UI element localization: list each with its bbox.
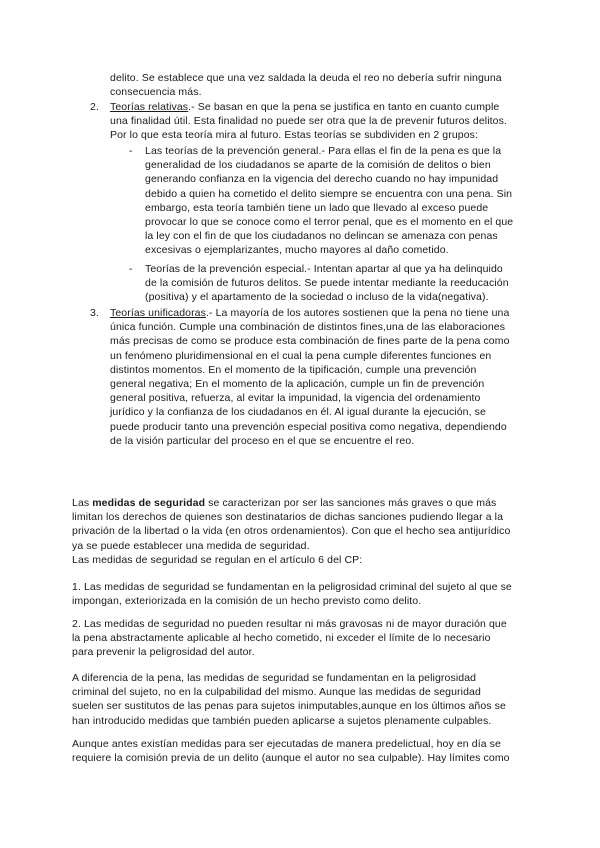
bold-term: medidas de seguridad bbox=[92, 497, 206, 509]
text-run: Las bbox=[72, 497, 93, 509]
list-item-unifying-theories bbox=[90, 306, 510, 448]
list-item-relative-theories bbox=[90, 100, 507, 143]
text-line: suelen ser sustitutos de las penas para sujetos inimputables,aunque en los últimos años se bbox=[72, 700, 506, 713]
paragraph-security-measures bbox=[72, 496, 510, 567]
text-line: 1. Las medidas de seguridad se fundamentan en la peligrosidad criminal del sujeto al que se bbox=[72, 581, 512, 593]
text-line: impongan, exteriorizada en la comisión de un hecho previsto como delito. bbox=[72, 595, 422, 608]
item-title: Teorías unificadoras bbox=[110, 307, 206, 319]
text-line: única función. Cumple una combinación de distintos fines,una de las elaboraciones bbox=[110, 321, 506, 334]
text-line bbox=[72, 496, 510, 510]
text-line: Aunque antes existían medidas para ser ejecutadas de manera predelictual, hoy en día se bbox=[72, 738, 501, 750]
text-line: Las medidas de seguridad se regulan en el artículo 6 del CP: bbox=[72, 553, 363, 566]
text-line: puede producir tanto una prevención especial positiva como negativa, dependiendo bbox=[110, 420, 507, 433]
sub-item-special-prevention bbox=[129, 262, 509, 305]
text-line: la ley con el fin de que los ciudadanos no delincan se amenaza con penas bbox=[145, 230, 498, 243]
text-line: 2. Las medidas de seguridad no pueden resultar ni más gravosas ni de mayor duración que bbox=[72, 618, 507, 630]
text-line: distintos momentos. En el momento de la tipificación, cumple una prevención bbox=[110, 363, 477, 376]
text-line: un fenómeno pluridimensional en el cual la pena cumple diferentes funciones en bbox=[110, 349, 492, 362]
paragraph-predelictual bbox=[72, 737, 510, 765]
text-line: (positiva) y el apartamento de la sociedad o incluso de la vida(negativa). bbox=[145, 291, 489, 304]
text-line: han introducido medidas que también pueden aplicarse a sujetos plenamente culpables. bbox=[72, 714, 492, 727]
text-line: general negativa; En el momento de la aplicación, cumple un fin de prevención bbox=[110, 377, 485, 390]
sub-item-general-prevention bbox=[129, 144, 514, 258]
text-run: se caracterizan por ser las sanciones más graves o que más bbox=[205, 497, 497, 509]
text-line: Teorías de la prevención especial.- Intentan apartar al que ya ha delinquido bbox=[145, 263, 503, 275]
list-number: 2. bbox=[90, 101, 99, 113]
text-line: requiere la comisión previa de un delito (aunque el autor no sea culpable). Hay límites como bbox=[72, 752, 510, 765]
text-line: Las teorías de la prevención general.- Para ellas el fin de la pena es que la bbox=[145, 145, 502, 157]
text-run: .- Se basan en que la pena se justifica en tanto en cuanto cumple bbox=[188, 101, 500, 113]
text-line bbox=[110, 306, 510, 320]
text-line: A diferencia de la pena, las medidas de seguridad se fundamentan en la peligrosidad bbox=[72, 672, 477, 684]
text-line: delito. Se establece que una vez saldada la deuda el reo no debería sufrir ninguna bbox=[110, 72, 502, 84]
text-line: excesivas o ejemplarizantes, mucho mayores al daño cometido. bbox=[145, 244, 449, 257]
list-number: 3. bbox=[90, 307, 99, 319]
text-line: limitan los derechos de quienes son destinatarios de dichas sanciones pudiendo llegar a la bbox=[72, 511, 504, 524]
text-line: privación de la libertad o la vida (en otros ordenamientos). Con que el hecho sea antijurídico bbox=[72, 525, 511, 538]
text-line: de la visión particular del proceso en el que se encuentre el reo. bbox=[110, 434, 415, 447]
text-line: más precisas de como se produce esta combinación de fines parte de la pena como bbox=[110, 335, 510, 348]
text-run: .- La mayoría de los autores sostienen que la pena no tiene una bbox=[205, 307, 510, 319]
text-line: generalidad de los ciudadanos se aparte de la comisión de delitos o bien bbox=[145, 159, 491, 172]
bullet-dash: - bbox=[129, 263, 133, 275]
text-line: para prevenir la peligrosidad del autor. bbox=[72, 646, 255, 659]
text-line: jurídico y la confianza de los ciudadanos en él. Al igual durante la ejecución, se bbox=[110, 406, 486, 419]
paragraph-difference bbox=[72, 671, 506, 728]
text-line: una finalidad útil. Esta finalidad no puede ser otra que la de prevenir futuros delitos. bbox=[110, 115, 507, 128]
intro-paragraph bbox=[110, 71, 502, 99]
text-line: la pena abstractamente aplicable al hecho cometido, ni exceder el límite de lo necesario bbox=[72, 632, 491, 645]
text-line: Por lo que esta teoría mira al futuro. Estas teorías se subdividen en 2 grupos: bbox=[110, 129, 479, 142]
text-line: ya se puede establecer una medida de seguridad. bbox=[72, 539, 310, 552]
text-line: criminal del sujeto, no en la culpabilidad del mismo. Aunque las medidas de seguridad bbox=[72, 686, 481, 699]
paragraph-cp-1 bbox=[72, 580, 512, 608]
text-line bbox=[110, 100, 507, 114]
text-line: debido a quien ha cometido el delito siempre se encuentra con una pena. Sin bbox=[145, 187, 513, 200]
text-line: generando confianza en la vigencia del derecho cuando no hay impunidad bbox=[145, 173, 499, 186]
text-line: embargo, esta teoría también tiene un lado que llevado al exceso puede bbox=[145, 201, 489, 214]
item-title: Teorías relativas bbox=[110, 101, 189, 113]
paragraph-cp-2 bbox=[72, 617, 507, 660]
bullet-dash: - bbox=[129, 145, 133, 157]
text-line: general positiva, refuerza, al evitar la impunidad, la vigencia del ordenamiento bbox=[110, 392, 481, 405]
text-line: provocar lo que se conoce como el terror penal, que es el momento en el que bbox=[145, 215, 514, 228]
text-line: consecuencia más. bbox=[110, 86, 202, 99]
text-line: de la comisión de futuros delitos. Se puede intentar mediante la reeducación bbox=[145, 277, 509, 290]
